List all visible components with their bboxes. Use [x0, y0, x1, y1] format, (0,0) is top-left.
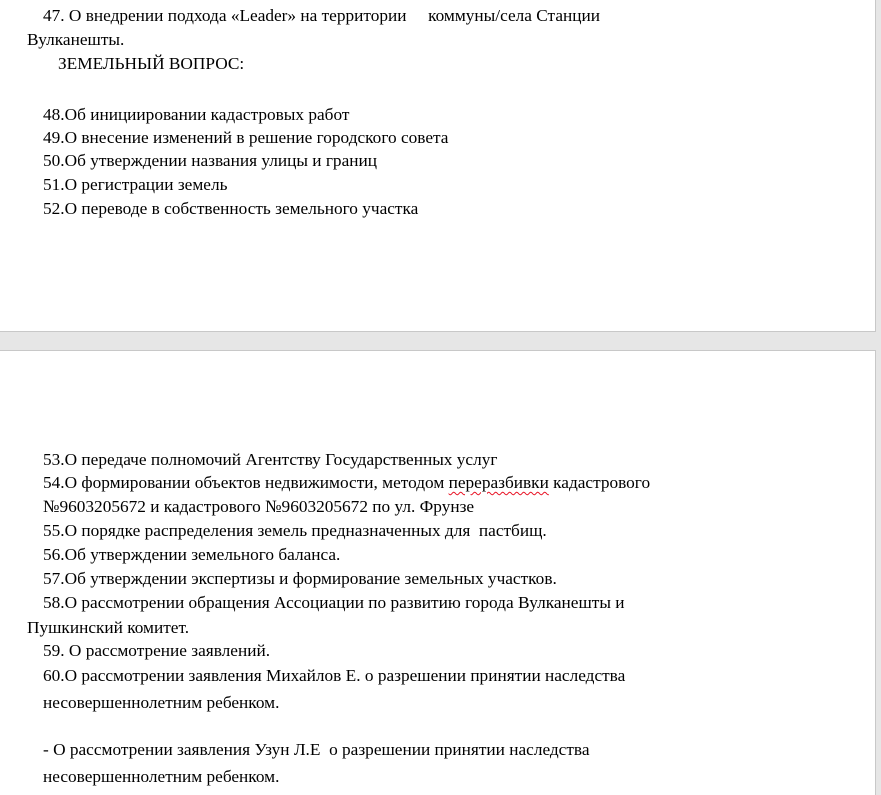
item-56: 56.Об утверждении земельного баланса. — [43, 545, 341, 564]
item-55: 55.О порядке распределения земель предназначенных для пастбищ. — [43, 521, 547, 540]
item-59: 59. О рассмотрение заявлений. — [43, 641, 271, 660]
item-54-text-after: кадастрового — [548, 473, 651, 492]
item-60-line-2: несовершеннолетним ребенком. — [43, 693, 280, 712]
sub-item-line-2: несовершеннолетним ребенком. — [43, 767, 280, 786]
item-54-line-2: №9603205672 и кадастрового №9603205672 по ул. Фрунзе — [43, 497, 475, 516]
item-58-line-2: Пушкинский комитет. — [27, 618, 190, 637]
item-53: 53.О передаче полномочий Агентству Государственных услуг — [43, 450, 498, 469]
item-54-line-1 — [43, 473, 650, 493]
item-54-text-before: 54.О формировании объектов недвижимости, методом — [43, 473, 449, 492]
item-50: 50.Об утверждении названия улицы и границ — [43, 151, 377, 170]
item-52: 52.О переводе в собственность земельного участка — [43, 199, 419, 218]
item-47-line-1: 47. О внедрении подхода «Leader» на территории коммуны/села Станции — [43, 6, 600, 25]
section-heading-land-issue: ЗЕМЕЛЬНЫЙ ВОПРОС: — [58, 54, 245, 73]
item-57: 57.Об утверждении экспертизы и формирование земельных участков. — [43, 569, 557, 588]
item-48: 48.Об инициировании кадастровых работ — [43, 105, 350, 124]
document-page-1[interactable] — [0, 0, 876, 332]
document-page-2[interactable] — [0, 350, 876, 795]
sub-item-line-1: - О рассмотрении заявления Узун Л.Е о разрешении принятии наследства — [43, 740, 590, 759]
item-49: 49.О внесение изменений в решение городского совета — [43, 128, 449, 147]
item-47-line-2: Вулканешты. — [27, 30, 125, 49]
item-51: 51.О регистрации земель — [43, 175, 228, 194]
item-60-line-1: 60.О рассмотрении заявления Михайлов Е. о разрешении принятии наследства — [43, 666, 626, 685]
misspelled-word[interactable]: переразбивки — [448, 473, 549, 492]
item-58-line-1: 58.О рассмотрении обращения Ассоциации по развитию города Вулканешты и — [43, 593, 625, 612]
